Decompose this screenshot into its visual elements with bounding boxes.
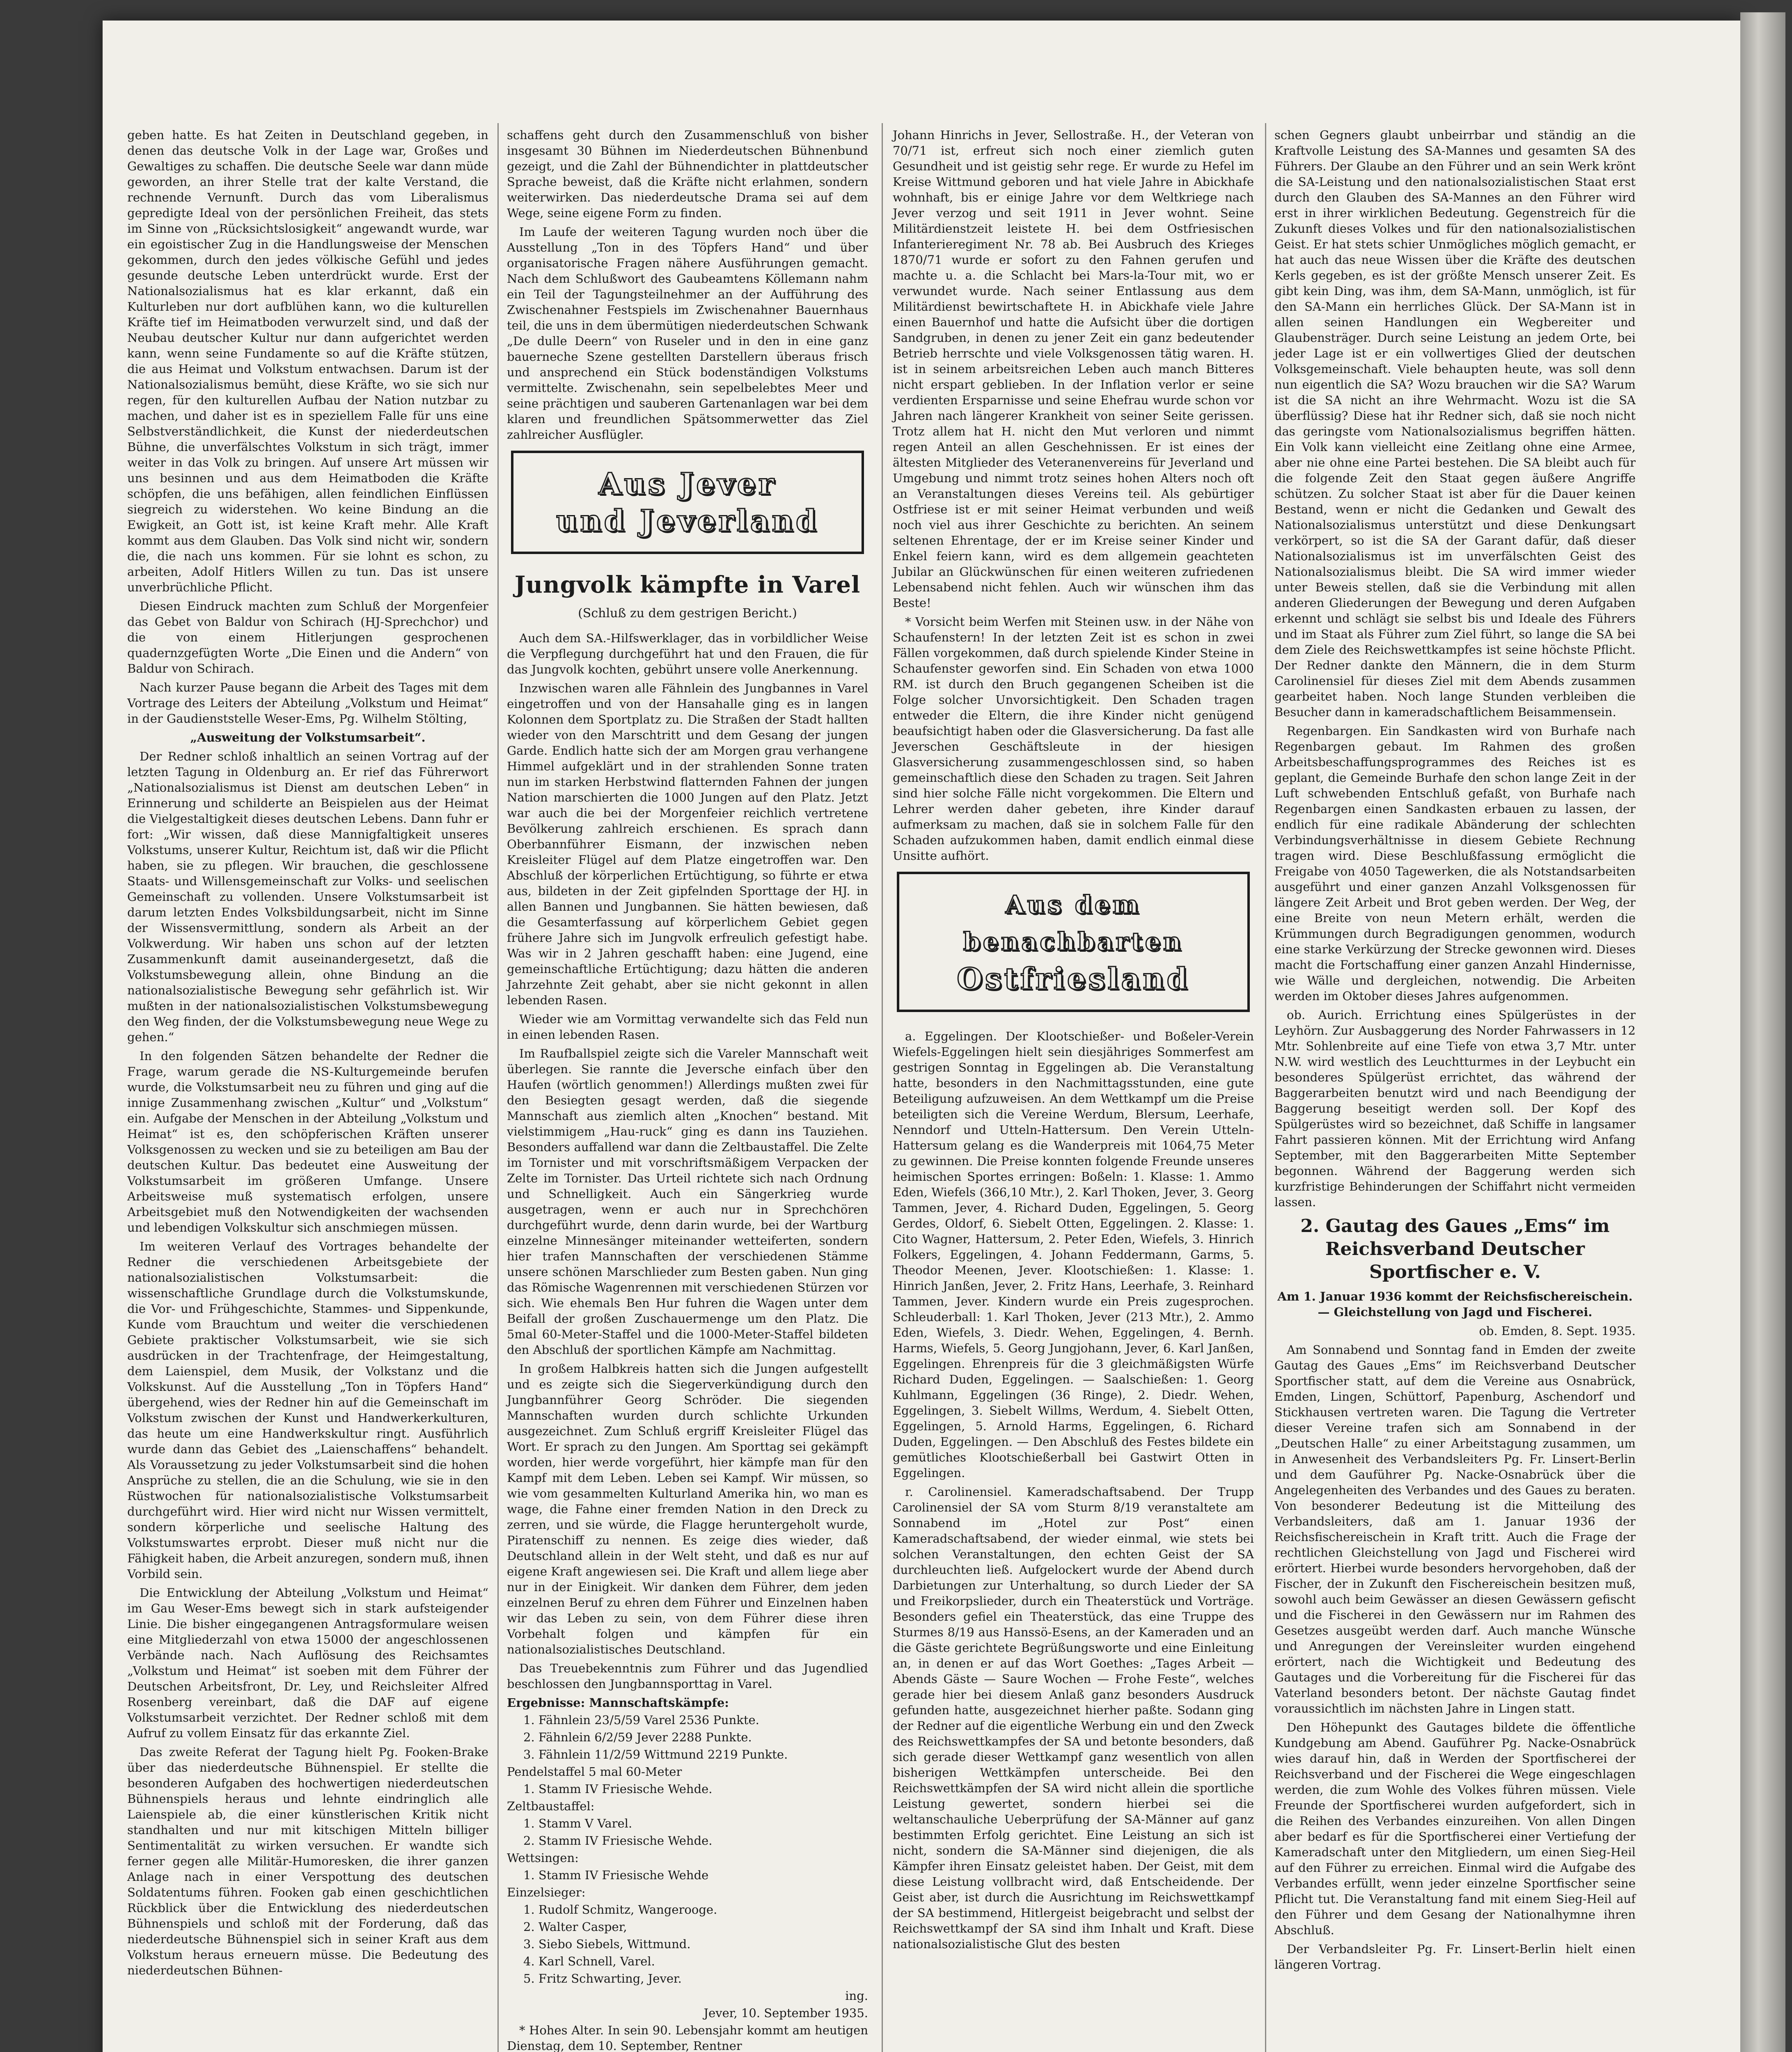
- result-item: 1. Stamm IV Friesische Wehde.: [523, 1782, 713, 1796]
- article-paragraph: Die Entwicklung der Abteilung „Volkstum und Heimat“ im Gau Weser-Ems bewegt sich in stark aufsteigender Linie. Die bisher eingegangenen Antragsformulare weisen eine Mitgliederzahl von etwa 15000 der angeschlossenen Verbände nach. Nach Auflösung des Reichsamtes „Volkstum und Heimat“ ist soeben mit dem Führer der Deutschen Arbeitsfront, Dr. Ley, und Reichsleiter Alfred Rosenberg vereinbart, daß die DAF auf eigene Volkstumsarbeit verzichtet. Der Redner schloß mit dem Aufruf zu vollem Einsatz für das erkannte Ziel.: [127, 1586, 488, 1740]
- column-divider: [497, 123, 499, 2052]
- result-item: 5. Fritz Schwarting, Jever.: [523, 1972, 682, 1986]
- result-item: 4. Karl Schnell, Varel.: [523, 1954, 655, 1968]
- article-paragraph: Auch dem SA.-Hilfswerklager, das in vorbildlicher Weise die Verpflegung durchgeführt hat und den Frauen, die für das Jungvolk kochten, gebührt unsere volle Anerkennung.: [507, 631, 868, 676]
- column-1: [127, 127, 488, 1981]
- article-paragraph: Im Raufballspiel zeigte sich die Vareler Mannschaft weit überlegen. Sie rannte die Jeversche einfach über den Haufen (wörtlich genommen!) Allerdings mußten zwei für den Besiegten gesagt werden, daß die siegende Mannschaft aus ziemlich alten „Knochen“ bestand. Mit vielstimmigem „Hau-ruck“ ging es dann ins Tauziehen. Besonders auffallend war dann die Zeltbaustaffel. Die Zelte im Tornister und mit vorschriftsmäßigem Verpacken der Zelte im Tornister. Das Urteil richtete sich nach Ordnung und Schnelligkeit. Auch ein Sängerkrieg wurde ausgetragen, wenn er auch nur in Sprechchören durchgeführt wurde, denn darin wurde, bei der Wartburg einzelne Minnesänger miteinander wetteiferten, sondern hier trafen Mannschaften der verschiedenen Stämme unsere schönen Marschlieder zum Besten gaben. Nun ging das Römische Wagenrennen mit verschiedenen Stürzen vor sich. Wie ehemals Ben Hur fuhren die Wagen unter dem Beifall der großen Zuschauermenge um den Platz. Die 5mal 60-Meter-Staffel und die 1000-Meter-Staffel bildeten den Abschluß der sportlichen Kämpfe am Nachmittag.: [507, 1047, 868, 1357]
- result-item: 1. Stamm V Varel.: [523, 1816, 632, 1830]
- result-item: 2. Fähnlein 6/2/59 Jever 2288 Punkte.: [523, 1730, 752, 1744]
- article-paragraph: Das zweite Referat der Tagung hielt Pg. Fooken-Brake über das niederdeutsche Bühnenspiel. Er stellte die besonderen Aufgaben des hochwertigen niederdeutschen Bühnenspiels heraus und lehnte eindringlich alle Laienspiele ab, die einer künstlerischen Kritik nicht standhalten und nur mit kitschigen Mitteln billiger Sentimentalität zu wirken versuchen. Er wandte sich ferner gegen alle Militär-Humoresken, die ihrer ganzen Anlage nach in einer Verspottung des deutschen Soldatentums führen. Fooken gab einen geschichtlichen Rückblick über die Entwicklung des niederdeutschen Bühnenspiels und schloß mit der Forderung, daß das niederdeutsche Bühnenspiel sich in seiner Kraft aus dem Volkstum heraus erneuern müsse. Die Bedeutung des niederdeutschen Bühnen-: [127, 1745, 488, 1977]
- article-paragraph: ob. Aurich. Errichtung eines Spülgerüstes in der Leyhörn. Zur Ausbaggerung des Norder Fahrwassers in 12 Mtr. Sohlenbreite auf eine Tiefe von etwa 3,7 Mtr. unter N.W. wird westlich des Leuchtturmes in der Leybucht ein besonderes Spülgerüst errichtet, das während der Baggerarbeiten benutzt wird und nach Beendigung der Baggerung beseitigt werden soll. Der Kopf des Spülgerüstes wird so bezeichnet, daß Schiffe in langsamer Fahrt passieren können. Mit der Errichtung wird Anfang September, mit den Baggerarbeiten Mitte September begonnen. Während der Baggerung werden sich kurzfristige Behinderungen der Schiffahrt nicht vermeiden lassen.: [1274, 1008, 1636, 1209]
- result-item: 1. Rudolf Schmitz, Wangerooge.: [523, 1903, 717, 1917]
- article-paragraph: Inzwischen waren alle Fähnlein des Jungbannes in Varel eingetroffen und von der Hansahalle ging es in langen Kolonnen dem Sportplatz zu. Die Straßen der Stadt hallten wieder von den Marschtritt und dem Gesang der jungen Garde. Endlich hatte sich der am Morgen grau verhangene Himmel aufgeklärt und in der strahlenden Sonne traten nun im starken Herbstwind flatternden Fahnen der jungen Nation marschierten die 1000 Jungen auf den Platz. Jetzt war auch die bei der Morgenfeier reichlich vertretene Bevölkerung zahlreich erschienen. Es sprach dann Oberbannführer Eismann, der inzwischen neben Kreisleiter Flügel auf dem Platze eingetroffen war. Den Abschluß der körperlichen Ertüchtigung, so führte er etwa aus, bildeten in der Zeit gipfelnden Sporttage der HJ. in allen Bannen und Jungbannen. Sie hätten bewiesen, daß die Gesamterfassung auf körperlichem Gebiet gegen frühere Jahre sich im Jungvolk erfreulich gefestigt habe. Was wir in 2 Jahren geschafft haben: eine Jugend, eine gemeinschaftliche Ertüchtigung; dazu hätten die anderen Jahrzehnte Zeit gehabt, aber sie nicht gekonnt in allen lebenden Rasen.: [507, 681, 868, 1007]
- article-paragraph: Wieder wie am Vormittag verwandelte sich das Feld nun in einen lebenden Rasen.: [507, 1012, 868, 1042]
- result-item: 3. Siebo Siebels, Wittmund.: [523, 1937, 691, 1951]
- results-title: Ergebnisse: Mannschaftskämpfe:: [507, 1696, 729, 1710]
- article-paragraph: * Hohes Alter. In sein 90. Lebensjahr kommt am heutigen Dienstag, dem 10. September, Rentner: [507, 2023, 868, 2052]
- article-paragraph: Nach kurzer Pause begann die Arbeit des Tages mit dem Vortrage des Leiters der Abteilung „Volkstum und Heimat“ in der Gaudienststelle Weser-Ems, Pg. Wilhelm Stölting,: [127, 680, 488, 726]
- article-paragraph: Der Verbandsleiter Pg. Fr. Linsert-Berlin hielt einen längeren Vortrag.: [1274, 1942, 1636, 1972]
- article-paragraph: Diesen Eindruck machten zum Schluß der Morgenfeier das Gebet von Baldur von Schirach (HJ-Sprechchor) und die von einem Hitlerjungen gesprochenen quadernzgefügten Worte „Die Einen und die Andern“ von Baldur von Schirach.: [127, 599, 488, 676]
- banner-line: Aus Jever: [598, 466, 777, 501]
- article-paragraph: In den folgenden Sätzen behandelte der Redner die Frage, warum gerade die NS-Kulturgemeinde berufen wurde, die Volkstumsarbeit neu zu führen und ging auf die innige Zusammenhang zwischen „Kultur“ und „Volkstum“ ein. Aufgabe der Menschen in der Abteilung „Volkstum und Heimat“ ist es, den schöpferischen Kräften unserer Volksgenossen zu wecken und sie zu beteiligen am Bau der deutschen Kultur. Das bedeutet eine Ausweitung der Volkstumsarbeit im größeren Umfange. Unsere Arbeitsweise muß systematisch erfolgen, unsere Arbeitsgebiet muß den Notwendigkeiten der wachsenden und lebendigen Volkskultur sich anschmiegen müssen.: [127, 1049, 488, 1234]
- results-title: Einzelsieger:: [507, 1885, 586, 1899]
- results-title: Pendelstaffel 5 mal 60-Meter: [507, 1765, 682, 1779]
- page-edge: [1740, 12, 1785, 2052]
- article-paragraph: Das Treuebekenntnis zum Führer und das Jugendlied beschlossen den Jungbannsporttag in Varel.: [507, 1661, 868, 1691]
- dateline: ob. Emden, 8. Sept. 1935.: [1479, 1324, 1636, 1338]
- article-paragraph: Der Redner schloß inhaltlich an seinen Vortrag auf der letzten Tagung in Oldenburg an. Er rief das Führerwort „Nationalsozialismus ist Dienst am deutschen Leben“ in Erinnerung und schilderte an Beispielen aus der Heimat die Vielgestaltigkeit dieses deutschen Lebens. Dann fuhr er fort: „Wir wissen, daß diese Mannigfaltigkeit unseres Volkstums, unserer Kultur, Reichtum ist, daß wir die Pflicht haben, sie zu pflegen. Wir brauchen, die geschlossene Staats- und Willensgemeinschaft zur Volks- und seelischen Gemeinschaft zu vollenden. Unsere Volkstumsarbeit ist darum letzten Endes Volksbildungsarbeit, nicht im Sinne der Wissensvermittlung, sondern als Arbeit an der Volkwerdung. Wir haben uns schon auf der letzten Zusammenkunft damit auseinandergesetzt, daß die Volkstumsbewegung allein, ohne Bindung an die nationalsozialistische Bewegung sehr gefährlich ist. Wir mußten in der nationalsozialistischen Volkstumsbewegung den Weg finden, der die Volkstumsbewegung neue Wege zu gehen.“: [127, 749, 488, 1044]
- banner-line: Ostfriesland: [957, 961, 1190, 996]
- article-paragraph: schaffens geht durch den Zusammenschluß von bisher insgesamt 30 Bühnen im Niederdeutschen Bühnenbund gezeigt, und die Zahl der Bühnendichter in plattdeutscher Sprache beweist, daß die Kräfte nicht erlahmen, sondern weiterwirken. Das niederdeutsche Drama sei auf dem Wege, seine eigene Form zu finden.: [507, 128, 868, 220]
- article-paragraph: Im Laufe der weiteren Tagung wurden noch über die Ausstellung „Ton in des Töpfers Hand“ und über organisatorische Fragen nähere Ausführungen gemacht. Nach dem Schlußwort des Gaubeamtens Köllemann nahm ein Teil der Tagungsteilnehmer an der Aufführung des Zwischenahner Festspiels im Zwischenahner Bauernhaus teil, die uns in dem übermütigen niederdeutschen Schwank „De dulle Deern“ von Ruseler und in den in eine ganz bauerneche Szene gestellten Darstellern überaus frisch und ansprechend ein Stück bodenständigen Volkstums vermittelte. Zwischenahn, sein sepelbelebtes Meer und seine prächtigen und sauberen Gartenanlagen war bei dem klaren und freundlichen Spätsommerwetter das Ziel zahlreicher Ausflügler.: [507, 225, 868, 442]
- results-list: [507, 1695, 868, 2021]
- result-item: 3. Fähnlein 11/2/59 Wittmund 2219 Punkte.: [523, 1747, 788, 1761]
- column-2: [507, 127, 868, 2052]
- result-item: 2. Walter Casper,: [523, 1920, 627, 1934]
- section-banner-ostfriesland: [897, 872, 1250, 1012]
- section-banner-jever: [511, 451, 864, 554]
- column-divider: [882, 123, 883, 2052]
- column-4: [1274, 127, 1636, 1976]
- article-paragraph: In großem Halbkreis hatten sich die Jungen aufgestellt und es zeigte sich die Siegerverkündigung durch den Jungbannführer Georg Schröder. Die siegenden Mannschaften wurden durch schlichte Urkunden ausgezeichnet. Zum Schluß ergriff Kreisleiter Flügel das Wort. Er sprach zu den Jungen. Am Sporttag sei gekämpft worden, hier werde vorgeführt, hier kämpfe man für den Kampf mit dem Leben. Leben sei Kampf. Wir müssen, so wie vom gesammelten Kulturland Amerika hin, wo man es wage, die Fahne einer fremden Nation in den Dreck zu zerren, und sie würde, die Flagge heruntergeholt wurde, Piratenschiff zu nennen. Es zeige dies wieder, daß Deutschland allein in der Welt steht, und daß es nur auf eigene Kraft angewiesen sei. Die Kraft und allem liege aber nur in der Einigkeit. Wir danken dem Führer, dem jeden einzelnen Beruf zu ehren dem Führer und Einzelnen haben wir das Leben zu sein, von dem Führer diese ihren Vorbehalt folgen und kämpfen für ein nationalsozialistisches Deutschland.: [507, 1362, 869, 1656]
- article-headline: 2. Gautag des Gaues „Ems“ im Reichsverband Deutscher Sportfischer e. V.: [1300, 1216, 1610, 1282]
- article-paragraph: Den Höhepunkt des Gautages bildete die öffentliche Kundgebung am Abend. Gauführer Pg. Nacke-Osnabrück wies darauf hin, daß in Werden der Sportfischerei der Reichsverband und der Fischerei die Wege eingeschlagen werden, die zum Wohle des Volkes führen müssen. Viele Freunde der Sportfischerei wurden aufgefordert, sich in die Reihen des Verbandes einzureihen. Von allen Dingen aber bedarf es für die Sportfischerei einer Vertiefung der Kameradschaft unter den Mitgliedern, um einen Sieg-Heil auf den Führer zu erreichen. Einmal wird die Aufgabe des Verbandes erfüllt, wenn jeder einzelne Sportfischer seine Pflicht tut. Die Veranstaltung fand mit einem Sieg-Heil auf den Führer und dem Gesang der Nationalhymne ihren Abschluß.: [1274, 1720, 1636, 1937]
- article-paragraph: geben hatte. Es hat Zeiten in Deutschland gegeben, in denen das deutsche Volk in der Lage war, Großes und Gewaltiges zu schaffen. Die deutsche Seele war dann müde geworden, an ihrer Stelle trat der kalte Verstand, die rechnende Vernunft. Durch das vom Liberalismus gepredigte Ideal von der persönlichen Freiheit, das stets im Sinne von „Rücksichtslosigkeit“ angewandt wurde, war ein egoistischer Zug in die Handlungsweise der Menschen gekommen, durch den jedes völkische Gefühl und jedes gesunde deutsche Leben unterdrückt wurde. Erst der Nationalsozialismus hat es klar erkannt, daß ein Kulturleben nur dort aufblühen kann, wo die kulturellen Kräfte tief im Heimatboden verwurzelt sind, und daß der Neubau deutscher Kultur nur dann aufgerichtet werden kann, wenn seine Fundamente so auf die Kräfte stützen, die aus Heimat und Volkstum entwachsen. Darum ist der Nationalsozialismus bemüht, diese Kräfte, wo sie sich nur regen, für den kulturellen Aufbau der Nation nutzbar zu machen, und daher ist es in speziellem Falle für uns eine Selbstverständlichkeit, die Kunst der niederdeutschen Bühne, die unverfälschtes Volkstum in sich trägt, immer weiter in das Volk zu bringen. Auf unsere Art müssen wir uns besinnen und aus dem Heimatboden die Kräfte schöpfen, die uns befähigen, allen feindlichen Einflüssen siegreich zu widerstehen. Wo keine Bindung an die Ewigkeit, an Gott ist, ist keine Kraft mehr. Alle Kraft kommt aus dem Glauben. Das Volk sind nicht wir, sondern die, die nach uns kommen. Für sie lohnt es schon, zu arbeiten, Adolf Hitlers Willen zu tun. Das ist unsere unverbrüchliche Pflicht.: [127, 128, 488, 594]
- article-headline: Jungvolk kämpfte in Varel: [514, 571, 861, 598]
- article-paragraph: r. Carolinensiel. Kameradschaftsabend. Der Trupp Carolinensiel der SA vom Sturm 8/19 veranstaltete am Sonnabend im „Hotel zur Post“ einen Kameradschaftsabend, der wieder einmal, wie stets bei solchen Veranstaltungen, den echten Geist der SA durchleuchten ließ. Aufgelockert wurde der Abend durch Darbietungen zur Unterhaltung, so durch Lieder der SA und Freikorpslieder, durch ein Theaterstück und Vorträge. Besonders gefiel ein Theaterstück, das eine Truppe des Sturmes 8/19 aus Hanssö-Esens, an der Kameraden und an die Gäste gerichtete Begrüßungsworte und eine Einleitung an, in denen er auf das Wort Goethes: „Tages Arbeit — Abends Gäste — Saure Wochen — Frohe Feste“, welches gerade hier bei diesem Anlaß ganz besonders Ausdruck gefunden hatte, ausgezeichnet hierher paßte. Sodann ging der Redner auf die eigentliche Werbung ein und den Zweck des Reichswettkampfes der SA und betonte besonders, daß sich gerade dieser Wettkampf ganz wesentlich von allen bisherigen Wettkämpfen unterscheide. Bei den Reichswettkämpfen der SA wird nicht allein die sportliche Leistung gewertet, sondern hierbei sei die weltanschauliche Ueberprüfung der SA-Männer auf ganz bestimmten Erfolg gerichtet. Eine Leistung an sich ist nicht, sondern die SA-Männer sind diejenigen, die als Kämpfer ihren Einsatz geleistet haben. Der Geist, mit dem diese Leistung vollbracht wird, daß Entscheidende. Der Geist aber, ist durch die Ausrichtung im Reichswettkampf der SA bestimmend, Hitlergeist beigebracht und selbst der Reichswettkampf der SA sind ihm Inhalt und Kraft. Diese nationalsozialistische Glut des besten: [893, 1485, 1254, 1951]
- article-lead: Am 1. Januar 1936 kommt der Reichsfischereischein. — Gleichstellung von Jagd und Fischerei.: [1277, 1289, 1633, 1319]
- result-item: 1. Stamm IV Friesische Wehde: [523, 1868, 709, 1882]
- article-paragraph: Am Sonnabend und Sonntag fand in Emden der zweite Gautag des Gaues „Ems“ im Reichsverband Deutscher Sportfischer statt, auf dem die Vereine aus Osnabrück, Emden, Lingen, Schüttorf, Papenburg, Aschendorf und Stickhausen vertreten waren. Die Tagung die Vertreter dieser Vereine trafen sich am Sonnabend in der „Deutschen Halle“ zu einer Arbeitstagung zusammen, um in Anwesenheit des Verbandsleiters Pg. Fr. Linsert-Berlin und dem Gauführer Pg. Nacke-Osnabrück über die Angelegenheiten des Verbandes und des Gaues zu beraten. Von besonderer Bedeutung ist die Mitteilung des Verbandsleiters, daß am 1. Januar 1936 der Reichsfischereischein in Kraft tritt. Auch die Frage der rechtlichen Gleichstellung von Jagd und Fischerei wird erörtert. Hierbei wurde besonders hervorgehoben, daß der Fischer, der in Zukunft den Fischereischein besitzen muß, sowohl auch beim Gewässer an diesen Gewässern gefischt und die Fischerei in den Gewässern nur im Rahmen des Gesetzes ausgeübt werden darf. Auch manche Wünsche und Anregungen der Vereinsleiter wurden eingehend erörtert, nach die Wichtigkeit und Bedeutung des Gautages und die Vorbereitung für die Fischerei für das Vaterland besonders betont. Der nächste Gautag findet voraussichtlich im nächsten Jahre in Lingen statt.: [1274, 1343, 1636, 1715]
- article-subline: (Schluß zu dem gestrigen Bericht.): [578, 606, 797, 621]
- article-paragraph: a. Eggelingen. Der Klootschießer- und Boßeler-Verein Wiefels-Eggelingen hielt sein diesjähriges Sommerfest am gestrigen Sonntag in Eggelingen ab. Die Veranstaltung hatte, besonders in den Nachmittagsstunden, eine gute Beteiligung aufzuweisen. An dem Wettkampf um die Preise beteiligten sich die Vereine Werdum, Blersum, Leerhafe, Nenndorf und Utteln-Hattersum. Den Verein Utteln-Hattersum gelang es die Wanderpreis mit 1064,75 Meter zu gewinnen. Die Preise konnten folgende Freunde unseres heimischen Sportes erringen: Boßeln: 1. Klasse: 1. Ammo Eden, Wiefels (366,10 Mtr.), 2. Karl Thoken, Jever, 3. Georg Tammen, Jever, 4. Richard Duden, Eggelingen, 5. Georg Gerdes, Oldorf, 6. Siebelt Otten, Eggelingen. 2. Klasse: 1. Cito Wagner, Hattersum, 2. Peter Eden, Wiefels, 3. Hinrich Folkers, Eggelingen, 4. Johann Feddermann, Garms, 5. Theodor Meenen, Jever. Klootschießen: 1. Klasse: 1. Hinrich Janßen, Jever, 2. Fritz Hans, Leerhafe, 3. Reinhard Tammen, Jever. Kindern wurde ein Preis zugesprochen. Schleuderball: 1. Karl Thoken, Jever (213 Mtr.), 2. Ammo Eden, Wiefels, 3. Diedr. Wehen, Eggelingen, 4. Bernh. Harms, Wiefels, 5. Georg Jungjohann, Jever, 6. Karl Janßen, Eggelingen. Ehrenpreis für die 3 gleichmäßigsten Würfe Richard Duden, Eggelingen. — Saalschießen: 1. Georg Kuhlmann, Eggelingen (36 Ringe), 2. Diedr. Wehen, Eggelingen, 3. Siebelt Willms, Werdum, 4. Siebelt Otten, Eggelingen, 5. Arnold Harms, Eggelingen, 6. Richard Duden, Eggelingen. — Den Abschluß des Festes bildete ein gemütliches Klootschießerball bei Gastwirt Otten in Eggelingen.: [893, 1029, 1254, 1480]
- article-paragraph: Regenbargen. Ein Sandkasten wird von Burhafe nach Regenbargen gebaut. Im Rahmen des großen Arbeitsbeschaffungsprogrammes des Reiches ist es geplant, die Gemeinde Burhafe den schon lange Zeit in der Luft schwebenden Entschluß gefaßt, von Burhafe nach Regenbargen einen Sandkasten erbauen zu lassen, der endlich für eine radikale Abänderung der schlechten Verbindungsverhältnisse in diesem Gebiete Rechnung tragen wird. Diese Beschlußfassung ermöglicht die Freigabe von 4050 Tagewerken, die als Notstandsarbeiten ausgeführt und einer ganzen Anzahl Volksgenossen für längere Zeit Arbeit und Brot geben werden. Der Weg, der eine Breite von neun Metern erhält, werden die Krümmungen durch Begradigungen genommen, wodurch eine starke Verkürzung der Strecke gewonnen wird. Dieses macht die Fortschaffung einer ganzen Anzahl Hindernisse, wie Wälle und dergleichen, notwendig. Die Arbeiten werden im Oktober dieses Jahres aufgenommen.: [1274, 724, 1636, 1003]
- article-paragraph: Im weiteren Verlauf des Vortrages behandelte der Redner die verschiedenen Arbeitsgebiete der nationalsozialistischen Volkstumsarbeit: die wissenschaftliche Grundlage durch die Volkstumskunde, die Vor- und Frühgeschichte, Stammes- und Sippenkunde, Kunde vom Brauchtum und weiter die verschiedenen Gebiete praktischer Volkstumsarbeit, wie sie sich ausdrücken in der Trachtenfrage, der Heimgestaltung, dem Laienspiel, dem Musik, der Volkstanz und die Volkskunst. Auf die Ausstellung „Ton in Töpfers Hand“ übergehend, wies der Redner hin auf die Gemeinschaft im Volkstum zwischen der Kunst und Handwerkerkulturen, das heute um eine Handwerkskultur ringt. Ausführlich wurde dann das Gebiet des „Laienschaffens“ behandelt. Als Voraussetzung zu jeder Volkstumsarbeit sind die hohen Ansprüche zu stellen, die an die Schulung, wie sie in den Rüstwochen für nationalsozialistische Volkstumsarbeit durchgeführt wird. Hier wird nicht nur Wissen vermittelt, sondern körperliche und seelische Haltung des Volkstumswartes erprobt. Dieser muß nicht nur die Fähigkeit haben, die Arbeit anzuregen, sondern muß, ihnen Vorbild sein.: [127, 1239, 488, 1581]
- result-item: 1. Fähnlein 23/5/59 Varel 2536 Punkte.: [523, 1713, 759, 1727]
- results-title: Wettsingen:: [507, 1851, 579, 1865]
- author-sign: ing.: [845, 1989, 868, 2003]
- results-title: Zeltbaustaffel:: [507, 1799, 595, 1813]
- column-divider: [1265, 123, 1266, 2052]
- banner-line: und Jeverland: [556, 503, 819, 538]
- column-3: [893, 127, 1254, 1955]
- article-paragraph: * Vorsicht beim Werfen mit Steinen usw. in der Nähe von Schaufenstern! In der letzten Zeit ist es schon in zwei Fällen vorgekommen, daß durch spielende Kinder Steine in Schaufenster geworfen sind. Ein Schaden von etwa 1000 RM. ist durch den Bruch gegangenen Scheiben ist die Folge solcher Unvorsichtigkeit. Den Schaden tragen entweder die Eltern, die ihre Kinder nicht genügend beaufsichtigt haben oder die Glasversicherung. Da fast alle Jeverschen Geschäftsleute in der hiesigen Glasversicherung zusammengeschlossen sind, so haben gemeinschaftlich diese den Schaden zu tragen. Seit Jahren sind hier solche Fälle nicht vorgekommen. Die Eltern und Lehrer werden daher gebeten, ihre Kinder darauf aufmerksam zu machen, daß sie in solchem Falle für den Schaden aufzukommen haben, damit endlich einmal diese Unsitte aufhört.: [893, 615, 1254, 863]
- article-paragraph: Johann Hinrichs in Jever, Sellostraße. H., der Veteran von 70/71 ist, erfreut sich noch einer ziemlich guten Gesundheit und ist geistig sehr rege. Er wurde zu Hefel im Kreise Wittmund geboren und hat viele Jahre in Abickhafe wohnhaft, bis er einige Jahre vor dem Weltkriege nach Jever verzog und seit 1911 in Jever wohnt. Seine Militärdienstzeit leistete H. bei dem Ostfriesischen Infanterieregiment Nr. 78 ab. Bei Ausbruch des Krieges 1870/71 wurde er sofort zu den Fahnen gerufen und machte u. a. die Schlacht bei Mars-la-Tour mit, wo er verwundet wurde. Nach seiner Entlassung aus dem Militärdienst bewirtschaftete H. in Abickhafe viele Jahre einen Bauernhof und hatte die Aufsicht über die dortigen Sandgruben, in denen zu jener Zeit ein ganz bedeutender Betrieb herrschte und viele Volksgenossen tätig waren. H. ist in seinem arbeitsreichen Leben auch manch Bitteres nicht erspart geblieben. In der Inflation verlor er seine verdienten Ersparnisse und seine Ehefrau wurde schon vor Jahren nach längerer Krankheit von seiner Seite gerissen. Trotz allem hat H. nicht den Mut verloren und nimmt regen Anteil an allen Geschehnissen. Er ist eines der ältesten Mitglieder des Veteranenvereins für Jeverland und Umgebung und nimmt trotz seines hohen Alters noch oft an Veranstaltungen dieses Vereins teil. Als gebürtiger Ostfriese ist er mit seiner Heimat verbunden und weiß noch viel aus ihrer Geschichte zu berichten. An seinem seltenen Ehrentage, der er im Kreise seiner Kinder und Enkel feiern kann, wird es dem allgemein geachteten Jubilar an Glückwünschen für einen weiteren zufriedenen Lebensabend nicht fehlen. Auch wir wünschen ihm das Beste!: [893, 128, 1254, 610]
- dateline: Jever, 10. September 1935.: [704, 2006, 868, 2020]
- section-heading: „Ausweitung der Volkstumsarbeit“.: [190, 731, 426, 744]
- result-item: 2. Stamm IV Friesische Wehde.: [523, 1834, 713, 1848]
- article-paragraph: schen Gegners glaubt unbeirrbar und ständig an die Kraftvolle Leistung des SA-Mannes und gesamten SA des Führers. Der Glaube an den Führer und an sein Werk krönt die SA-Leistung und den nationalsozialistischen Staat erst durch den Glauben des SA-Mannes an den Führer wird erst in ihrer wirklichen Bedeutung. Gegenstreich für die Zukunft dieses Volkes und für den nationalsozialistischen Geist. Er hat stets schier Unmögliches möglich gemacht, er hat auch das neue Wissen über die Kräfte des deutschen Kerls gegeben, es ist der größte Mensch unserer Zeit. Es gibt kein Ding, was ihm, dem SA-Mann, unmöglich, ist für den SA-Mann ein herrliches Glück. Der SA-Mann ist in allen seinen Handlungen ein Wegbereiter und Glaubensträger. Durch seine Leistung an jedem Orte, bei jeder Lage ist er ein vollwertiges Glied der deutschen Volksgemeinschaft. Viele behaupten heute, was soll denn nun eigentlich die SA? Wozu brauchen wir die SA? Warum ist die SA nicht an ihre Wehrmacht. Wozu ist die SA überflüssig? Diese hat ihr Redner sich, daß sie noch nicht das geringste vom Nationalsozialismus begriffen hätten. Ein Volk kann vielleicht eine Zeitlang ohne eine Armee, aber nie ohne eine Partei bestehen. Die SA bleibt auch für die folgende Zeit den Staat gegen äußere Angriffe schützen. Zu solcher Staat ist aber für die Dauer keinen Bestand, wenn er nicht die Gedanken und Gewalt des Nationalsozialismus unterstützt und diese Denkungsart verkörpert, so ist die SA der Garant dafür, daß dieser Nationalsozialismus ist im unverfälschten Geist des Nationalsozialismus bleibt. Die SA wird immer wieder unter Beweis stellen, daß sie die Verbindung mit allen anderen Gliederungen der Bewegung und deren Aufgaben erkennt und schlägt sie selbst bis und Ideale des Führers und im Staat als Führer zum Ziel führt, so lange die SA bei dem Ziele des Reichswettkampfes ist seine höchste Pflicht. Der Redner dankte den Männern, die in dem Sturm Carolinensiel für dieses Ziel mit dem Abends zusammen gearbeitet haben. Noch lange Stunden verbleiben die Besucher dann in kameradschaftlichem Beisammensein.: [1274, 128, 1636, 719]
- banner-line: Aus dem benachbarten: [963, 891, 1184, 956]
